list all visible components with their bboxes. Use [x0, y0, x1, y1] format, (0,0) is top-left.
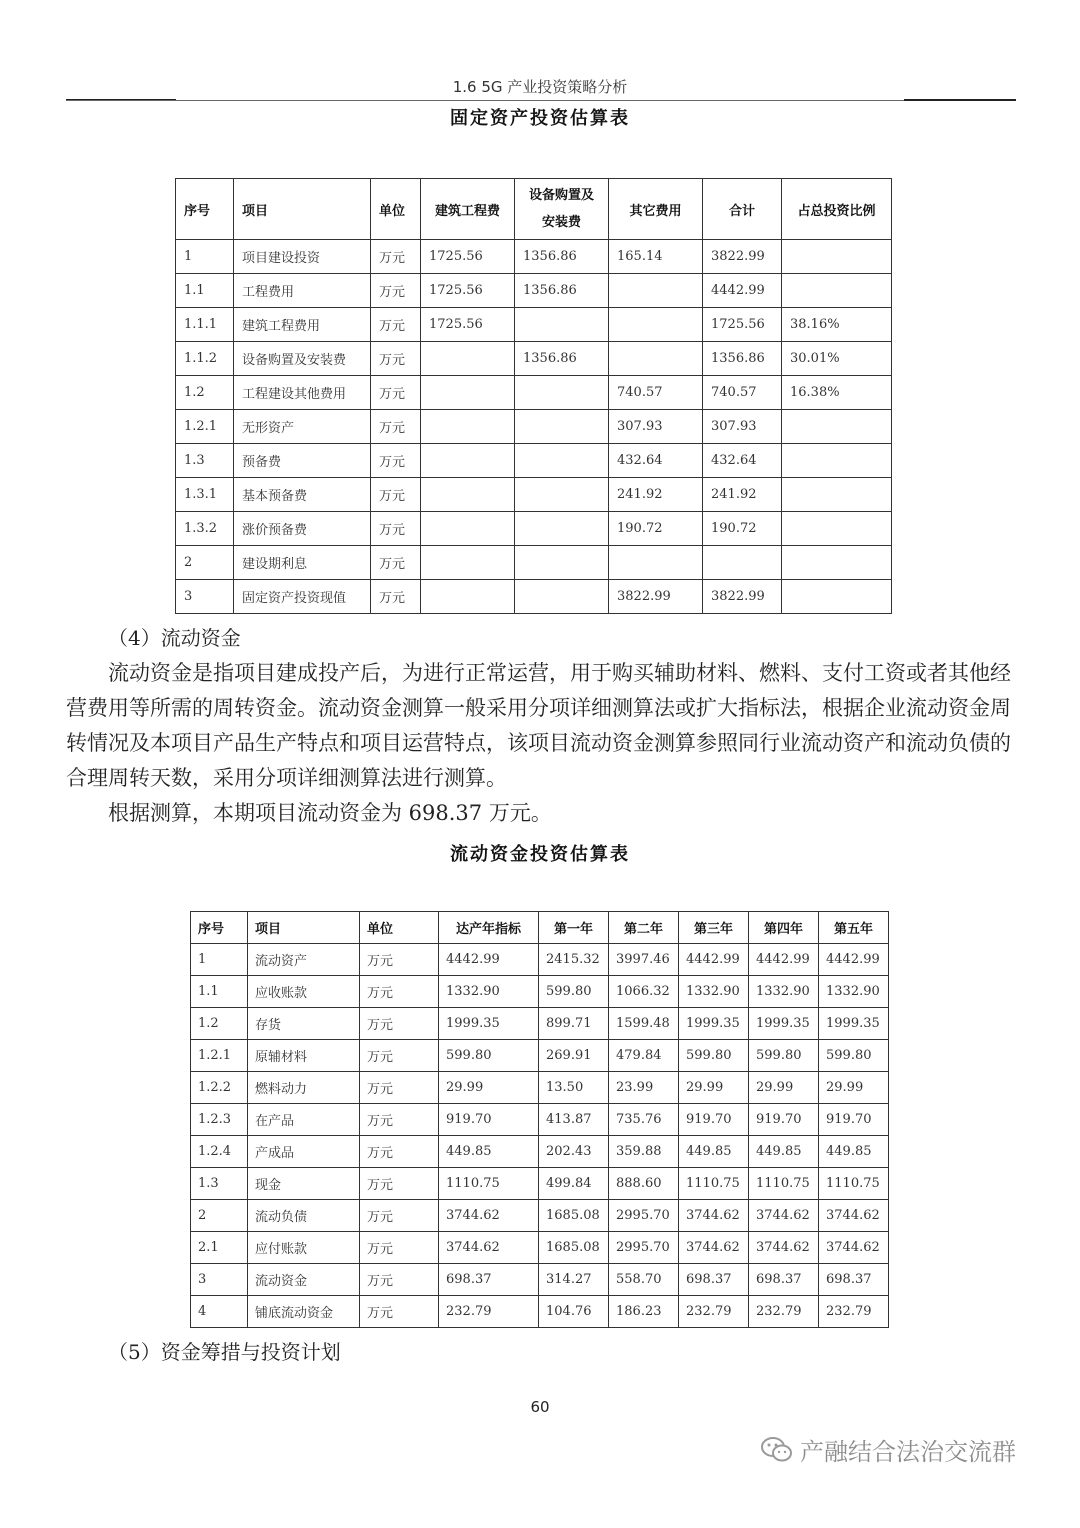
page-number: 60	[530, 1398, 550, 1416]
header-cell: 第一年	[539, 912, 609, 944]
table-cell: 流动负债	[248, 1200, 360, 1232]
table-cell: 3744.62	[749, 1200, 819, 1232]
table-cell: 888.60	[609, 1168, 679, 1200]
table-cell: 万元	[371, 274, 421, 308]
table-cell: 1066.32	[609, 976, 679, 1008]
table-cell	[421, 376, 515, 410]
watermark-text: 产融结合法治交流群	[800, 1438, 1016, 1466]
table-cell: 1.3	[191, 1168, 248, 1200]
table-cell: 4442.99	[439, 944, 539, 976]
table-cell	[703, 546, 782, 580]
table-cell: 899.71	[539, 1008, 609, 1040]
table-cell	[421, 546, 515, 580]
table-cell: 产成品	[248, 1136, 360, 1168]
table-cell: 3744.62	[679, 1200, 749, 1232]
table-cell: 202.43	[539, 1136, 609, 1168]
table-cell: 3	[176, 580, 234, 614]
table-row	[176, 478, 892, 512]
table-cell: 工程建设其他费用	[234, 376, 371, 410]
header-cell: 设备购置及 安装费	[515, 179, 609, 240]
table-cell	[421, 444, 515, 478]
table-cell	[609, 342, 703, 376]
table-cell: 432.64	[703, 444, 782, 478]
table-cell: 1.2.4	[191, 1136, 248, 1168]
table-cell: 3744.62	[439, 1232, 539, 1264]
table-cell: 1110.75	[679, 1168, 749, 1200]
table-cell: 1.3	[176, 444, 234, 478]
table-cell: 29.99	[679, 1072, 749, 1104]
table-cell: 3744.62	[749, 1232, 819, 1264]
table-row	[191, 1072, 889, 1104]
table-cell: 万元	[371, 580, 421, 614]
table-cell: 1999.35	[439, 1008, 539, 1040]
table-cell: 1999.35	[679, 1008, 749, 1040]
table-cell: 1.1	[191, 976, 248, 1008]
table-cell: 1685.08	[539, 1232, 609, 1264]
table-cell	[421, 410, 515, 444]
table-cell: 1725.56	[421, 274, 515, 308]
paragraph-working-capital: 流动资金是指项目建成投产后，为进行正常运营，用于购买辅助材料、燃料、支付工资或者其他经营费用等所需的周转资金。流动资金测算一般采用分项详细测算法或扩大指标法，根据企业流动资金周转情况及本项目产品生产特点和项目运营特点，该项目流动资金测算参照同行业流动资产和流动负债的合理周转天数，采用分项详细测算法进行测算。	[66, 661, 1011, 790]
table-cell: 1110.75	[439, 1168, 539, 1200]
table-cell: 29.99	[819, 1072, 889, 1104]
header-cell: 建筑工程费	[421, 179, 515, 240]
header-cell: 序号	[191, 912, 248, 944]
table-row	[176, 512, 892, 546]
table-cell: 599.80	[539, 976, 609, 1008]
table-cell: 1332.90	[439, 976, 539, 1008]
table-cell: 2.1	[191, 1232, 248, 1264]
table-cell: 3744.62	[819, 1232, 889, 1264]
table-cell	[782, 444, 892, 478]
table-cell: 1599.48	[609, 1008, 679, 1040]
table-row	[191, 1200, 889, 1232]
header-cell: 项目	[234, 179, 371, 240]
table-cell: 232.79	[749, 1296, 819, 1328]
table-cell: 432.64	[609, 444, 703, 478]
table-cell: 万元	[360, 1296, 439, 1328]
table-cell: 3997.46	[609, 944, 679, 976]
table-cell: 1725.56	[421, 308, 515, 342]
header-cell: 单位	[360, 912, 439, 944]
table-row	[191, 1040, 889, 1072]
table-cell: 1.2.2	[191, 1072, 248, 1104]
table2-title: 流动资金投资估算表	[450, 844, 630, 865]
table-cell: 104.76	[539, 1296, 609, 1328]
table-cell: 599.80	[439, 1040, 539, 1072]
table-cell: 1.1.1	[176, 308, 234, 342]
table-row	[191, 1104, 889, 1136]
header-cell: 合计	[703, 179, 782, 240]
fixed-asset-table	[175, 178, 892, 614]
table-cell: 698.37	[749, 1264, 819, 1296]
table-cell: 应收账款	[248, 976, 360, 1008]
table-cell: 4442.99	[703, 274, 782, 308]
table-cell: 3822.99	[703, 240, 782, 274]
header-rule	[66, 100, 1016, 101]
table-cell: 29.99	[439, 1072, 539, 1104]
table-cell: 万元	[360, 1264, 439, 1296]
table-cell	[782, 512, 892, 546]
table-cell: 1110.75	[819, 1168, 889, 1200]
table-cell: 万元	[360, 1168, 439, 1200]
table-cell: 449.85	[749, 1136, 819, 1168]
table-cell: 269.91	[539, 1040, 609, 1072]
header-cell: 单位	[371, 179, 421, 240]
table-cell	[782, 410, 892, 444]
wechat-icon	[760, 1435, 794, 1465]
table-cell: 16.38%	[782, 376, 892, 410]
table-cell: 存货	[248, 1008, 360, 1040]
table-cell: 698.37	[679, 1264, 749, 1296]
table-cell: 307.93	[609, 410, 703, 444]
section-heading-5: （5）资金筹措与投资计划	[108, 1340, 341, 1364]
table-cell: 1.2.1	[191, 1040, 248, 1072]
table-cell	[515, 444, 609, 478]
table-cell: 1685.08	[539, 1200, 609, 1232]
table-row	[191, 1232, 889, 1264]
table-cell: 1332.90	[679, 976, 749, 1008]
table-cell: 预备费	[234, 444, 371, 478]
table-cell: 应付账款	[248, 1232, 360, 1264]
table-row	[176, 444, 892, 478]
table-cell: 万元	[371, 478, 421, 512]
table-cell: 涨价预备费	[234, 512, 371, 546]
table-cell: 740.57	[703, 376, 782, 410]
table-cell: 万元	[371, 308, 421, 342]
table-cell: 3744.62	[679, 1232, 749, 1264]
table-row	[176, 580, 892, 614]
table-cell: 3822.99	[703, 580, 782, 614]
table-cell	[782, 240, 892, 274]
table-cell: 在产品	[248, 1104, 360, 1136]
working-capital-table	[190, 911, 889, 1328]
table-cell: 4442.99	[679, 944, 749, 976]
header-cell: 占总投资比例	[782, 179, 892, 240]
table-cell: 1	[191, 944, 248, 976]
header-cell: 第三年	[679, 912, 749, 944]
table-cell: 1356.86	[703, 342, 782, 376]
table-cell: 599.80	[819, 1040, 889, 1072]
table-row	[191, 1136, 889, 1168]
table-cell: 698.37	[439, 1264, 539, 1296]
table-cell: 1999.35	[819, 1008, 889, 1040]
table-cell: 190.72	[609, 512, 703, 546]
table-cell: 无形资产	[234, 410, 371, 444]
table-cell	[515, 580, 609, 614]
table-cell: 1.2.3	[191, 1104, 248, 1136]
table-cell: 499.84	[539, 1168, 609, 1200]
table-cell: 铺底流动资金	[248, 1296, 360, 1328]
table-cell: 设备购置及安装费	[234, 342, 371, 376]
table-cell	[782, 580, 892, 614]
table-cell	[609, 274, 703, 308]
table-cell: 3744.62	[819, 1200, 889, 1232]
table-cell: 建筑工程费用	[234, 308, 371, 342]
table-cell: 919.70	[819, 1104, 889, 1136]
table-cell: 1.2	[191, 1008, 248, 1040]
table-cell: 固定资产投资现值	[234, 580, 371, 614]
table-cell: 万元	[360, 1104, 439, 1136]
table1-title: 固定资产投资估算表	[450, 108, 630, 129]
table-header-row	[191, 912, 889, 944]
table-cell: 29.99	[749, 1072, 819, 1104]
table-cell: 1.1	[176, 274, 234, 308]
table-cell: 314.27	[539, 1264, 609, 1296]
table-cell: 919.70	[749, 1104, 819, 1136]
table-cell	[782, 546, 892, 580]
table-cell: 万元	[371, 444, 421, 478]
table-cell: 万元	[360, 944, 439, 976]
table-cell	[421, 342, 515, 376]
table-cell: 2	[176, 546, 234, 580]
table-cell: 流动资产	[248, 944, 360, 976]
table-cell: 万元	[371, 410, 421, 444]
table-cell: 13.50	[539, 1072, 609, 1104]
table-cell: 工程费用	[234, 274, 371, 308]
table-cell: 740.57	[609, 376, 703, 410]
running-header: 1.6 5G 产业投资策略分析	[452, 78, 628, 96]
table-cell: 1	[176, 240, 234, 274]
table-cell: 232.79	[819, 1296, 889, 1328]
table-cell	[515, 308, 609, 342]
table-cell: 基本预备费	[234, 478, 371, 512]
table-cell: 735.76	[609, 1104, 679, 1136]
table-cell: 4	[191, 1296, 248, 1328]
header-cell: 项目	[248, 912, 360, 944]
table-cell: 165.14	[609, 240, 703, 274]
table-cell: 1.3.2	[176, 512, 234, 546]
table-cell: 919.70	[679, 1104, 749, 1136]
header-cell: 第二年	[609, 912, 679, 944]
table-cell	[515, 546, 609, 580]
table-cell: 2995.70	[609, 1200, 679, 1232]
header-cell: 其它费用	[609, 179, 703, 240]
table-cell: 449.85	[679, 1136, 749, 1168]
table-row	[176, 410, 892, 444]
watermark	[760, 1432, 1016, 1467]
table-cell	[421, 580, 515, 614]
table-cell: 3822.99	[609, 580, 703, 614]
table-cell: 241.92	[609, 478, 703, 512]
table-cell: 558.70	[609, 1264, 679, 1296]
table-cell: 1725.56	[421, 240, 515, 274]
table-cell: 万元	[371, 546, 421, 580]
table-row	[176, 546, 892, 580]
header-cell: 第四年	[749, 912, 819, 944]
table-cell: 186.23	[609, 1296, 679, 1328]
table-row	[191, 1296, 889, 1328]
table-cell: 479.84	[609, 1040, 679, 1072]
paragraph-result: 根据测算，本期项目流动资金为 698.37 万元。	[108, 801, 552, 825]
table-cell: 232.79	[439, 1296, 539, 1328]
table-row	[191, 1008, 889, 1040]
table-cell: 1356.86	[515, 274, 609, 308]
table-cell: 建设期利息	[234, 546, 371, 580]
table-cell: 1.2	[176, 376, 234, 410]
table-cell	[421, 478, 515, 512]
table-cell	[609, 546, 703, 580]
table-cell	[515, 410, 609, 444]
table-row	[191, 1264, 889, 1296]
table-cell: 万元	[360, 976, 439, 1008]
table-cell: 307.93	[703, 410, 782, 444]
table-cell: 万元	[360, 1008, 439, 1040]
table-cell: 1.3.1	[176, 478, 234, 512]
table-cell: 413.87	[539, 1104, 609, 1136]
table-row	[191, 976, 889, 1008]
table-cell: 万元	[360, 1232, 439, 1264]
table-cell: 23.99	[609, 1072, 679, 1104]
section-heading-4: （4）流动资金	[108, 626, 241, 650]
table-cell: 919.70	[439, 1104, 539, 1136]
table-cell	[515, 376, 609, 410]
table-cell: 449.85	[439, 1136, 539, 1168]
table-cell: 599.80	[749, 1040, 819, 1072]
table-cell: 449.85	[819, 1136, 889, 1168]
table-cell: 万元	[360, 1136, 439, 1168]
header-rule-right	[904, 99, 1016, 101]
table-cell: 原辅材料	[248, 1040, 360, 1072]
table-cell: 3	[191, 1264, 248, 1296]
table-row	[191, 1168, 889, 1200]
table-row	[176, 342, 892, 376]
table-cell: 1.2.1	[176, 410, 234, 444]
table-cell: 2	[191, 1200, 248, 1232]
table-cell: 4442.99	[819, 944, 889, 976]
table-cell: 项目建设投资	[234, 240, 371, 274]
table-cell: 3744.62	[439, 1200, 539, 1232]
table-cell: 190.72	[703, 512, 782, 546]
table-cell: 流动资金	[248, 1264, 360, 1296]
table-cell: 2995.70	[609, 1232, 679, 1264]
table-cell	[782, 274, 892, 308]
table-cell: 万元	[371, 512, 421, 546]
table-cell: 万元	[371, 240, 421, 274]
header-cell: 达产年指标	[439, 912, 539, 944]
header-cell: 序号	[176, 179, 234, 240]
table-row	[176, 240, 892, 274]
table-cell: 1332.90	[749, 976, 819, 1008]
table-cell: 1999.35	[749, 1008, 819, 1040]
table-cell	[515, 478, 609, 512]
table-cell: 1110.75	[749, 1168, 819, 1200]
table-cell: 万元	[360, 1072, 439, 1104]
table-cell: 4442.99	[749, 944, 819, 976]
table-row	[176, 308, 892, 342]
table-cell: 1.1.2	[176, 342, 234, 376]
table-cell: 38.16%	[782, 308, 892, 342]
table-row	[176, 376, 892, 410]
header-cell: 第五年	[819, 912, 889, 944]
table-cell: 241.92	[703, 478, 782, 512]
table-cell: 359.88	[609, 1136, 679, 1168]
table-header-row	[176, 179, 892, 240]
table-cell: 现金	[248, 1168, 360, 1200]
table-cell: 698.37	[819, 1264, 889, 1296]
table-cell: 燃料动力	[248, 1072, 360, 1104]
table-cell: 万元	[360, 1040, 439, 1072]
table-cell: 1356.86	[515, 240, 609, 274]
table-cell: 599.80	[679, 1040, 749, 1072]
table-row	[176, 274, 892, 308]
table-cell	[782, 478, 892, 512]
table-cell: 万元	[371, 342, 421, 376]
table-row	[191, 944, 889, 976]
table-cell: 1332.90	[819, 976, 889, 1008]
table-cell	[515, 512, 609, 546]
table-cell: 万元	[371, 376, 421, 410]
table-cell: 232.79	[679, 1296, 749, 1328]
table-cell: 2415.32	[539, 944, 609, 976]
table-cell: 万元	[360, 1200, 439, 1232]
table-cell	[421, 512, 515, 546]
table-cell: 30.01%	[782, 342, 892, 376]
table-cell: 1725.56	[703, 308, 782, 342]
table-cell: 1356.86	[515, 342, 609, 376]
table-cell	[609, 308, 703, 342]
